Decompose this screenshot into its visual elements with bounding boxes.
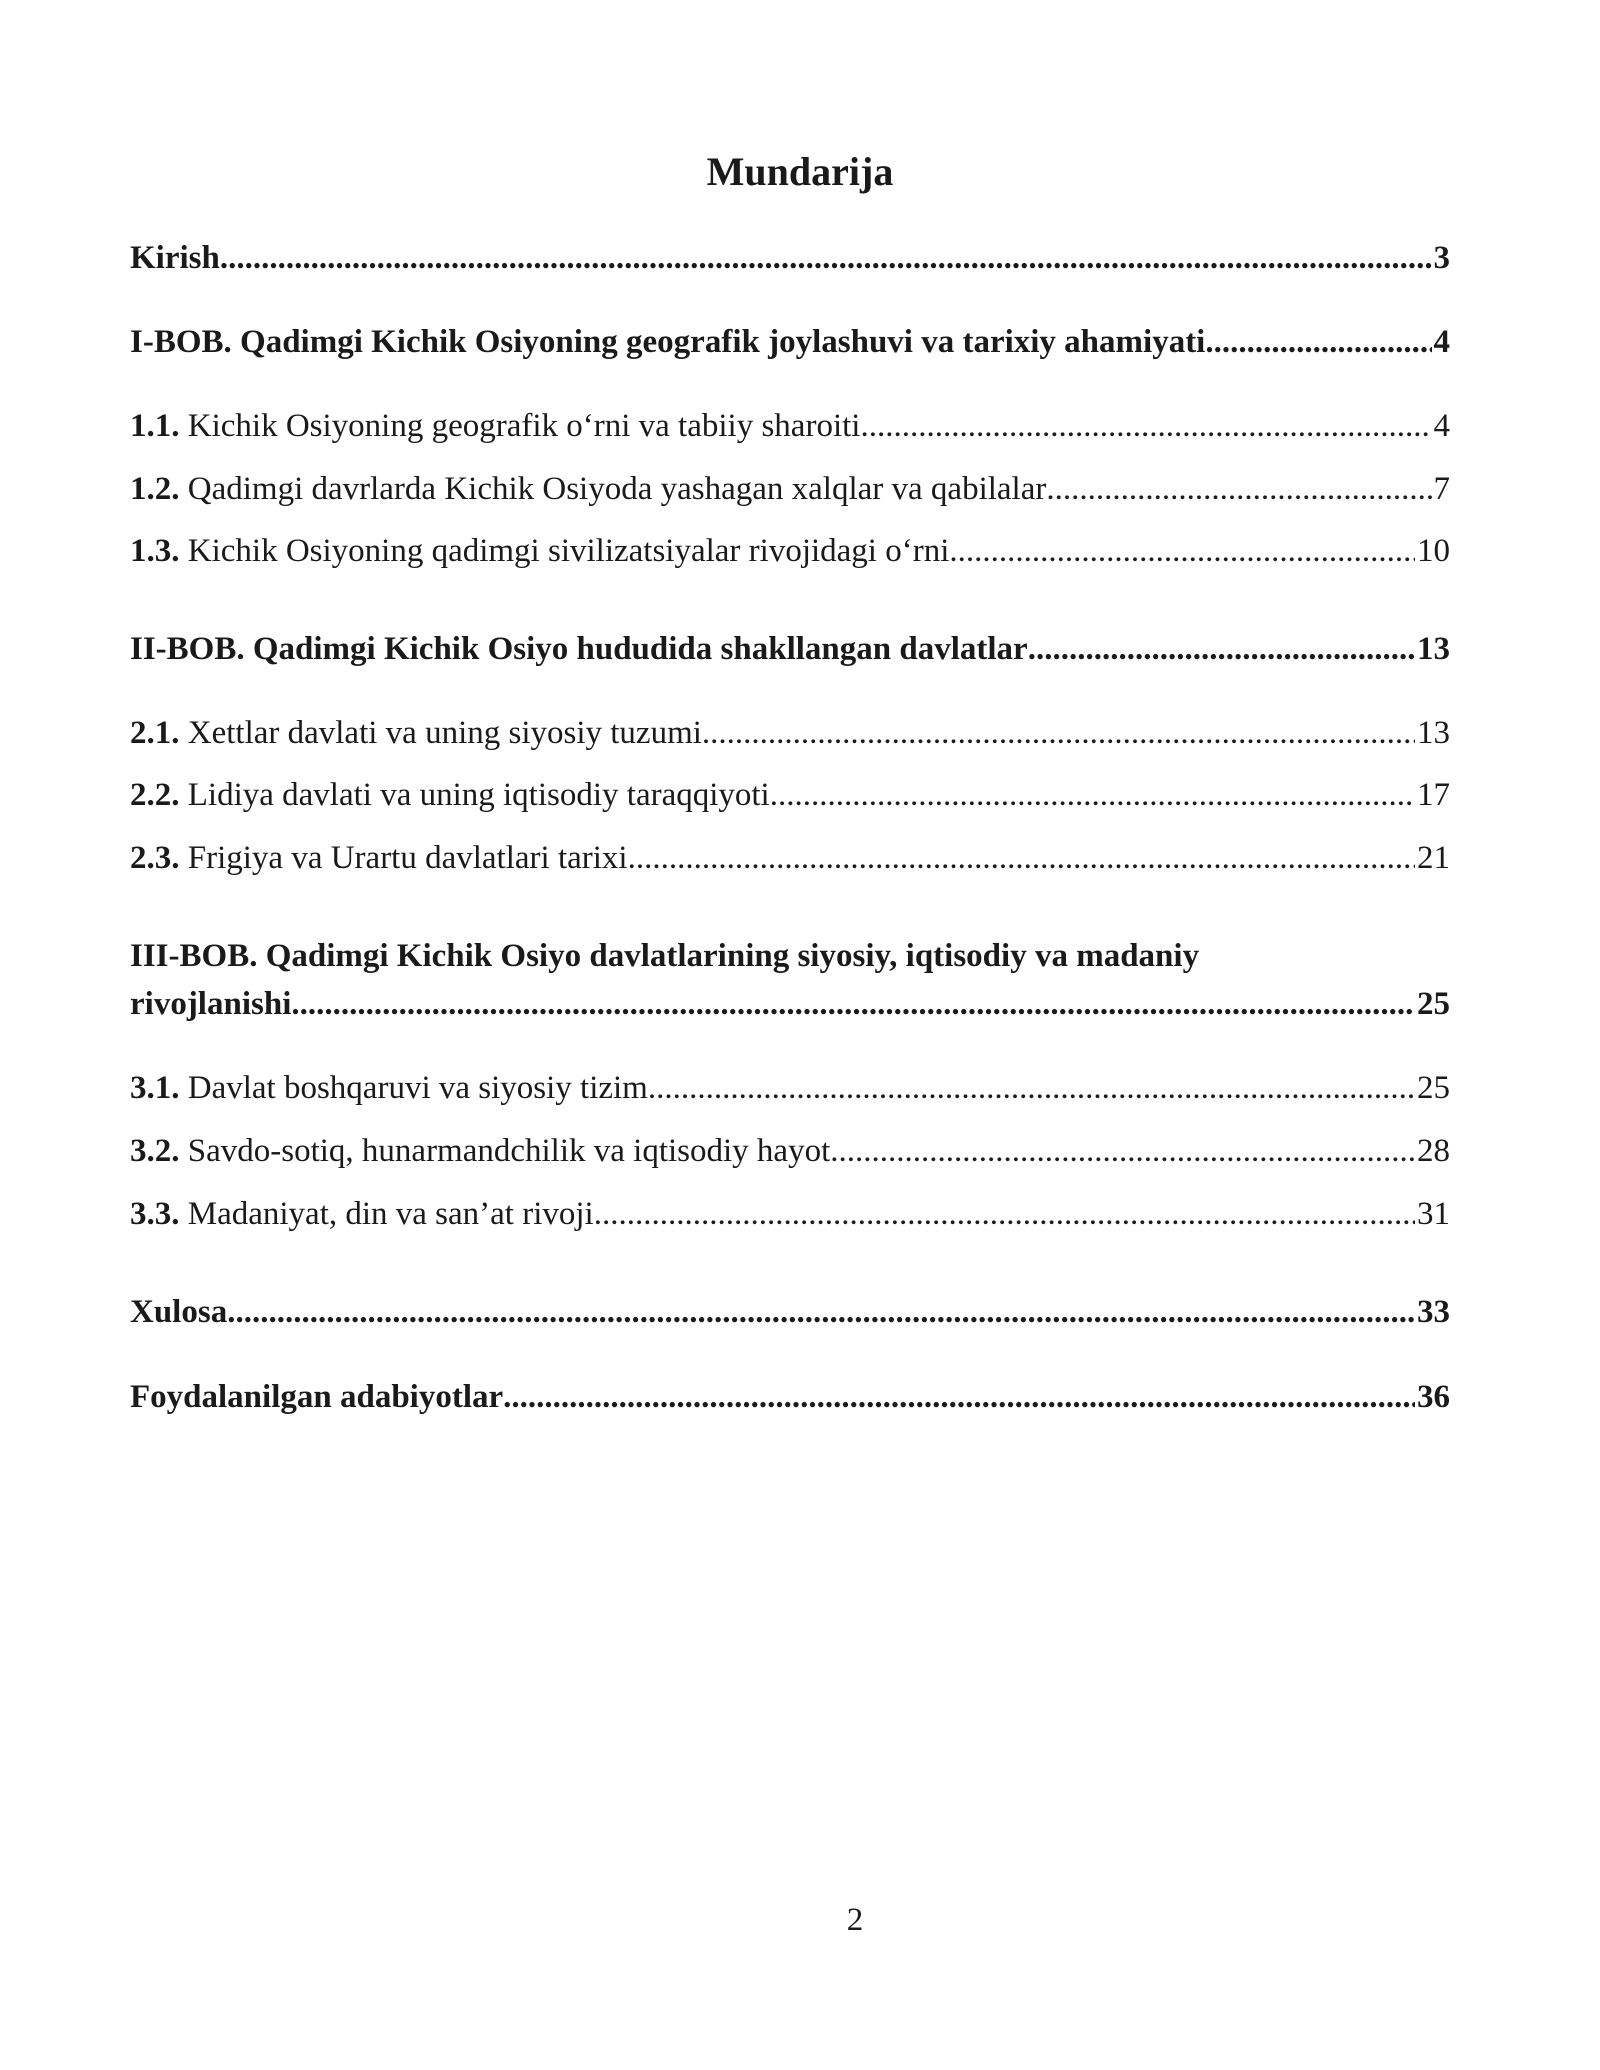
leader-dots (291, 980, 1415, 1028)
toc-page-number: 4 (1433, 408, 1450, 444)
toc-page-number: 13 (1417, 715, 1450, 751)
leader-dots (1046, 465, 1431, 513)
leader-dots (628, 834, 1415, 882)
toc-entry-label (130, 709, 702, 757)
toc-entry-label: Kirish (130, 240, 220, 276)
section-number: 1.1. (130, 408, 180, 444)
toc-page-number: 21 (1417, 840, 1450, 876)
section-number: 2.3. (130, 840, 180, 876)
toc-entry-label (130, 465, 1046, 513)
leader-dots (648, 1064, 1415, 1112)
toc-page-number: 25 (1417, 1070, 1450, 1106)
leader-dots (949, 527, 1415, 575)
toc-entry-label (130, 1127, 830, 1175)
section-title: Frigiya va Urartu davlatlari tarixi (179, 840, 628, 876)
toc-entry-chapter-3-line1[interactable]: III-BOB. Qadimgi Kichik Osiyo davlatlarining siyosiy, iqtisodiy va madaniy (130, 938, 1200, 974)
toc-entry-label (130, 771, 770, 819)
toc-entry-label (130, 527, 949, 575)
section-title: Davlat boshqaruvi va siyosiy tizim (179, 1070, 648, 1106)
leader-dots (1205, 318, 1431, 366)
section-title: Xettlar davlati va uning siyosiy tuzumi (179, 715, 702, 751)
toc-page-number: 28 (1417, 1133, 1450, 1169)
toc-page-number: 33 (1417, 1294, 1450, 1330)
leader-dots (594, 1190, 1415, 1238)
toc-entry-section-3-3[interactable] (130, 1190, 1450, 1238)
leader-dots (503, 1373, 1415, 1421)
toc-entry-label: rivojlanishi (130, 986, 292, 1022)
page-number-footer: 2 (846, 1902, 864, 1938)
toc-entry-chapter-2[interactable] (130, 625, 1450, 673)
toc-page-number: 25 (1417, 986, 1450, 1022)
toc-entry-chapter-3[interactable] (130, 980, 1450, 1028)
toc-page-number: 10 (1417, 533, 1450, 569)
toc-entry-chapter-1[interactable] (130, 318, 1450, 366)
toc-entry-label (130, 402, 860, 450)
toc-entry-label: Foydalanilgan adabiyotlar (130, 1379, 504, 1415)
toc-entry-section-2-3[interactable] (130, 834, 1450, 882)
section-title: Qadimgi davrlarda Kichik Osiyoda yashagan xalqlar va qabilalar (179, 471, 1047, 507)
section-title: Madaniyat, din va san’at rivoji (179, 1196, 594, 1232)
toc-entry-section-2-1[interactable] (130, 709, 1450, 757)
section-title: Lidiya davlati va uning iqtisodiy taraqqiyoti (179, 777, 770, 813)
leader-dots (860, 402, 1431, 450)
toc-entry-section-1-1[interactable] (130, 402, 1450, 450)
toc-page-number: 17 (1417, 777, 1450, 813)
page-title: Mundarija (706, 149, 894, 194)
section-number: 3.3. (130, 1196, 180, 1232)
leader-dots (702, 709, 1415, 757)
section-number: 1.3. (130, 533, 180, 569)
section-number: 1.2. (130, 471, 180, 507)
leader-dots (1028, 625, 1415, 673)
toc-page-number: 36 (1417, 1379, 1450, 1415)
toc-page-number: 3 (1433, 240, 1450, 276)
toc-entry-label: II-BOB. Qadimgi Kichik Osiyo hududida shakllangan davlatlar (130, 631, 1028, 667)
toc-entry-label: I-BOB. Qadimgi Kichik Osiyoning geografik joylashuvi va tarixiy ahamiyati (130, 324, 1206, 360)
leader-dots (220, 234, 1432, 282)
toc-entry-label (130, 1190, 594, 1238)
toc-entry-references[interactable] (130, 1373, 1450, 1421)
toc-entry-xulosa[interactable] (130, 1288, 1450, 1336)
section-title: Kichik Osiyoning qadimgi sivilizatsiyalar rivojidagi o‘rni (179, 533, 950, 569)
toc-entry-section-1-3[interactable] (130, 527, 1450, 575)
toc-entry-label (130, 834, 628, 882)
toc-entry-label: Xulosa (130, 1294, 228, 1330)
toc-page-number: 4 (1433, 324, 1450, 360)
toc-page-number: 13 (1417, 631, 1450, 667)
section-number: 3.1. (130, 1070, 180, 1106)
toc-page-number: 7 (1433, 471, 1450, 507)
leader-dots (227, 1288, 1415, 1336)
section-number: 2.2. (130, 777, 180, 813)
section-title: Kichik Osiyoning geografik o‘rni va tabiiy sharoiti (179, 408, 861, 444)
leader-dots (770, 771, 1415, 819)
toc-entry-section-2-2[interactable] (130, 771, 1450, 819)
toc-page-number: 31 (1417, 1196, 1450, 1232)
section-title: Savdo-sotiq, hunarmandchilik va iqtisodiy hayot (179, 1133, 831, 1169)
section-number: 3.2. (130, 1133, 180, 1169)
section-number: 2.1. (130, 715, 180, 751)
toc-entry-label (130, 1064, 648, 1112)
toc-entry-section-3-1[interactable] (130, 1064, 1450, 1112)
toc-entry-kirish[interactable] (130, 234, 1450, 282)
leader-dots (830, 1127, 1415, 1175)
toc-entry-section-3-2[interactable] (130, 1127, 1450, 1175)
toc-entry-section-1-2[interactable] (130, 465, 1450, 513)
